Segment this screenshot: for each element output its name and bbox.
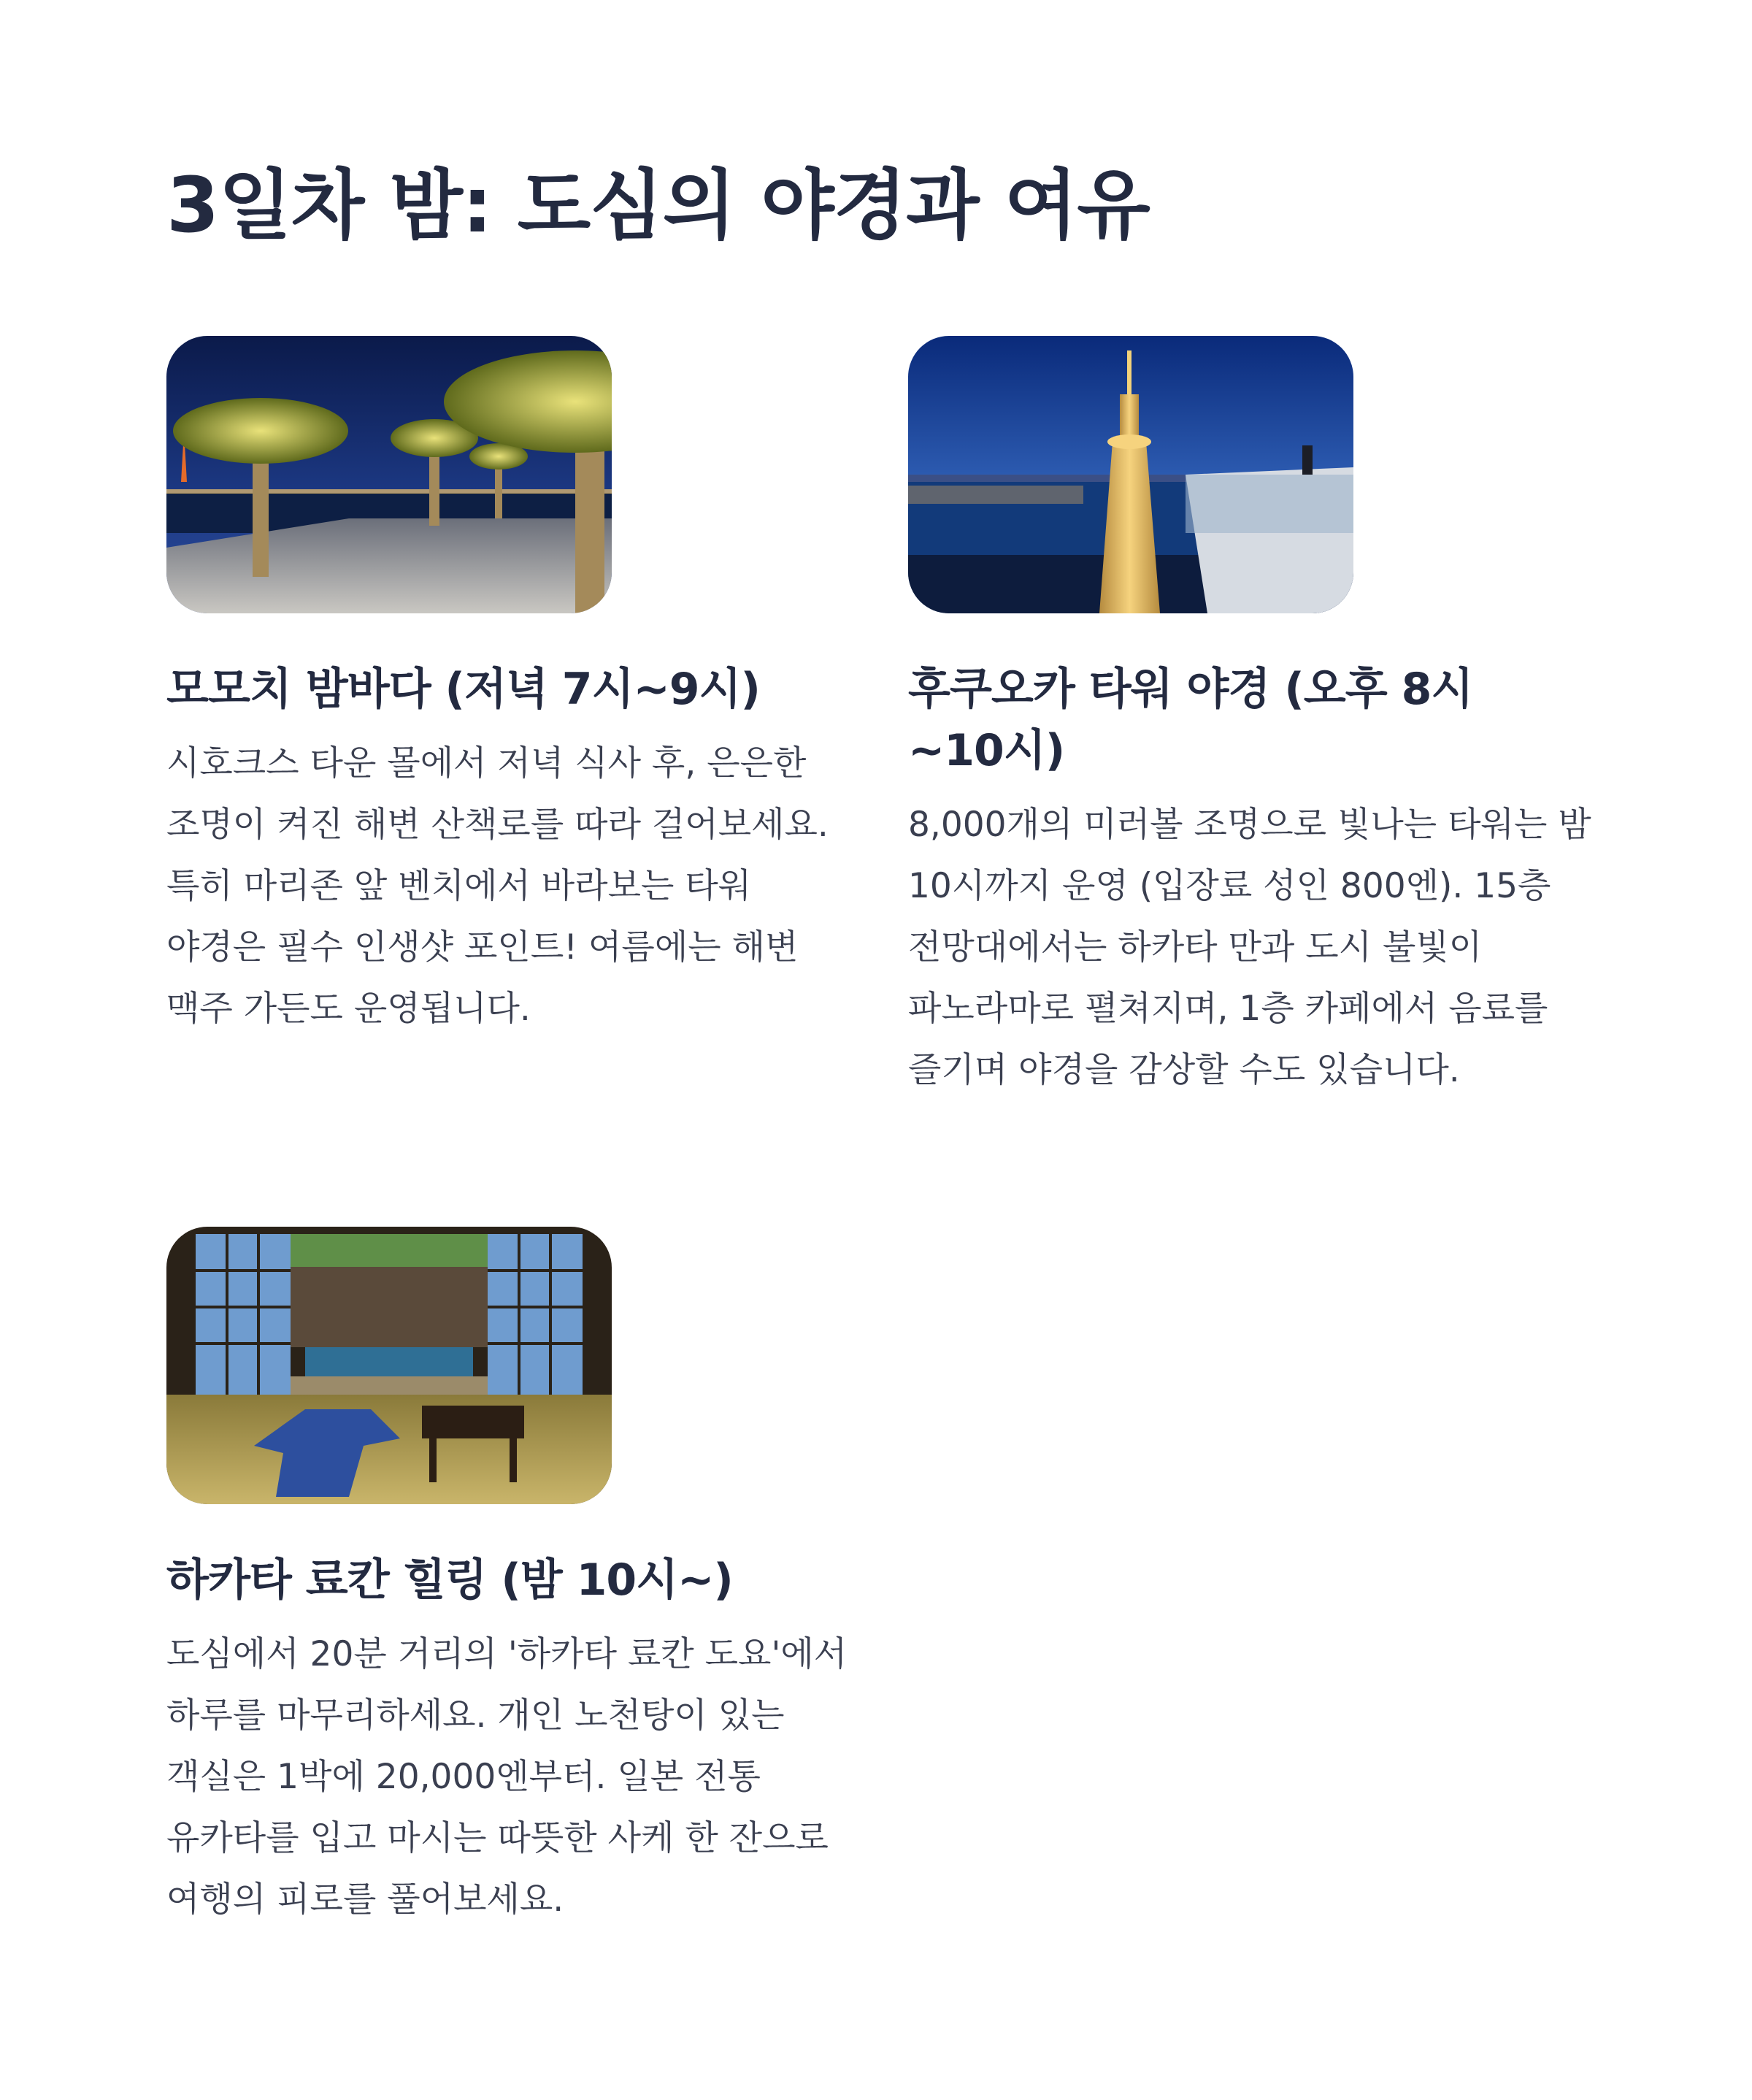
tower-night-view-photo — [908, 336, 1353, 613]
card-description: 8,000개의 미러볼 조명으로 빛나는 타워는 밤 10시까지 운영 (입장료 성인 800엔). 15층 전망대에서는 하카타 만과 도시 불빛이 파노라마로 펼쳐지며, 1층 카페에서 음료를 즐기며 야경을 감상할 수도 있습니다. — [908, 805, 1591, 1090]
card-title: 하카타 료칸 힐링 (밤 10시~) — [166, 1555, 733, 1606]
ryokan-room-photo — [166, 1227, 612, 1504]
palm-promenade-night-photo — [166, 336, 612, 613]
card-description: 시호크스 타운 몰에서 저녁 식사 후, 은은한 조명이 켜진 해변 산책로를 따라 걸어보세요. 특히 마리존 앞 벤치에서 바라보는 타워 야경은 필수 인생샷 포인트! 여름에는 해변 맥주 가든도 운영됩니다. — [166, 743, 829, 1029]
card-description: 도심에서 20분 거리의 '하카타 료칸 도요'에서 하루를 마무리하세요. 개인 노천탕이 있는 객실은 1박에 20,000엔부터. 일본 전통 유카타를 입고 마시는 따뜻한 사케 한 잔으로 여행의 피로를 풀어보세요. — [166, 1634, 848, 1920]
page-title: 3일차 밤: 도심의 야경과 여유 — [166, 161, 1150, 250]
card-title: 모모치 밤바다 (저녁 7시~9시) — [166, 664, 760, 715]
card-momochi-beach — [166, 336, 853, 1040]
card-hakata-ryokan — [166, 1227, 853, 1931]
card-fukuoka-tower — [908, 336, 1594, 1101]
card-title: 후쿠오카 타워 야경 (오후 8시~10시) — [908, 664, 1473, 776]
